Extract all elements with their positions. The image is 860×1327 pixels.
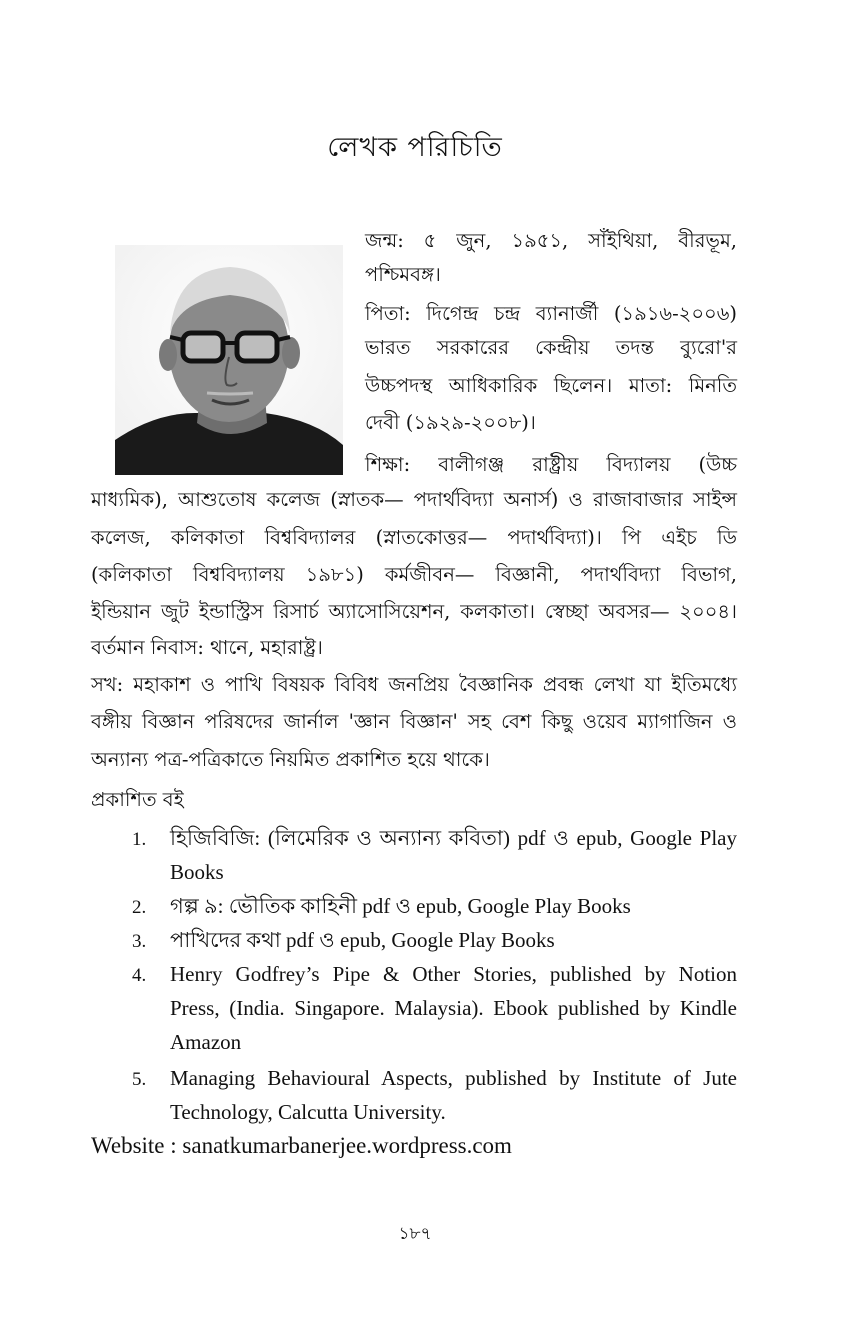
author-photo	[115, 245, 343, 475]
list-number: 4.	[132, 965, 147, 986]
list-number: 2.	[132, 897, 147, 918]
bio-line: শিক্ষা: বালীগঞ্জ রাষ্ট্রীয় বিদ্যালয় (উচ্চ	[365, 453, 737, 476]
page-title: লেখক পরিচিতি	[327, 132, 503, 163]
bio-line: মাধ্যমিক), আশুতোষ কলেজ (স্নাতক— পদার্থবিদ্যা অনার্স) ও রাজাবাজার সাইন্স	[91, 488, 737, 511]
books-heading: প্রকাশিত বই	[91, 788, 184, 811]
bio-line: কলেজ, কলিকাতা বিশ্ববিদ্যালর (স্নাতকোত্তর— পদার্থবিদ্যা)। পি এইচ ডি	[91, 526, 737, 549]
bio-line: ইন্ডিয়ান জুট ইন্ডাস্ট্রিস রিসার্চ অ্যাসোসিয়েশন, কলকাতা। স্বেচ্ছা অবসর— ২০০৪।	[91, 600, 737, 623]
bio-line: দেবী (১৯২৯-২০০৮)।	[365, 411, 536, 434]
list-item: Amazon	[170, 1030, 242, 1054]
list-item: Managing Behavioural Aspects, published by Institute of Jute	[170, 1066, 737, 1090]
bio-line: বর্তমান নিবাস: থানে, মহারাষ্ট্র।	[91, 636, 323, 659]
list-item: Press, (India. Singapore. Malaysia). Ebook published by Kindle	[170, 996, 737, 1020]
bio-line: পশ্চিমবঙ্গ।	[365, 263, 441, 286]
bio-line: বঙ্গীয় বিজ্ঞান পরিষদের জার্নাল 'জ্ঞান বিজ্ঞান' সহ বেশ কিছু ওয়েব ম্যাগাজিন ও	[91, 710, 737, 733]
bio-line: জন্ম: ৫ জুন, ১৯৫১, সাঁইথিয়া, বীরভূম,	[365, 229, 737, 252]
list-number: 3.	[132, 931, 147, 952]
list-item: গল্প ৯: ভৌতিক কাহিনী pdf ও epub, Google Play Books	[170, 894, 631, 918]
list-item: Technology, Calcutta University.	[170, 1100, 446, 1124]
list-item: Books	[170, 860, 224, 884]
website-text: Website : sanatkumarbanerjee.wordpress.com	[91, 1133, 512, 1158]
bio-line: সখ: মহাকাশ ও পাখি বিষয়ক বিবিধ জনপ্রিয় বৈজ্ঞানিক প্রবন্ধ লেখা যা ইতিমধ্যে	[91, 673, 737, 696]
list-item: হিজিবিজি: (লিমেরিক ও অন্যান্য কবিতা) pdf ও epub, Google Play	[170, 826, 737, 850]
bio-line: উচ্চপদস্থ আধিকারিক ছিলেন। মাতা: মিনতি	[365, 374, 737, 397]
bio-line: ভারত সরকারের কেন্দ্রীয় তদন্ত ব্যুরো'র	[365, 336, 737, 359]
list-item: Henry Godfrey’s Pipe & Other Stories, published by Notion	[170, 962, 737, 986]
bio-line: পিতা: দিগেন্দ্র চন্দ্র ব্যানার্জী (১৯১৬-২০০৬)	[365, 302, 737, 325]
bio-line: অন্যান্য পত্র-পত্রিকাতে নিয়মিত প্রকাশিত হয়ে থাকে।	[91, 748, 490, 771]
list-number: 5.	[132, 1069, 147, 1090]
page-number: ১৮৭	[398, 1224, 432, 1244]
list-item: পাখিদের কথা pdf ও epub, Google Play Books	[170, 928, 555, 952]
bio-line: (কলিকাতা বিশ্ববিদ্যালয় ১৯৮১) কর্মজীবন— বিজ্ঞানী, পদার্থবিদ্যা বিভাগ,	[91, 563, 737, 586]
list-number: 1.	[132, 829, 147, 850]
